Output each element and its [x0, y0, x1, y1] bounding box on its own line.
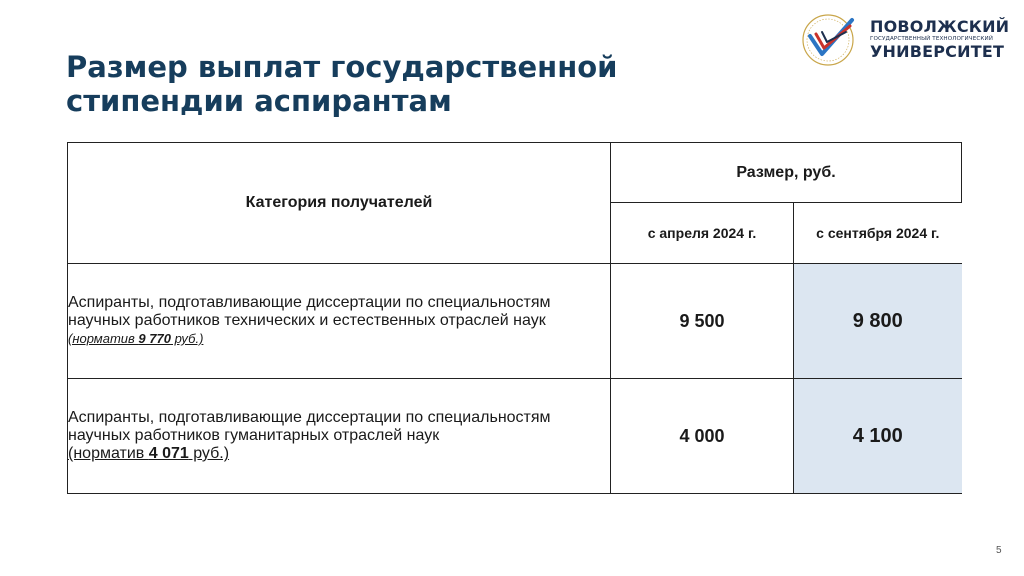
table-row — [68, 379, 962, 494]
norm-suffix: руб.) — [170, 331, 204, 346]
norm-prefix: (норматив — [68, 331, 139, 346]
row-description-text: Аспиранты, подготавливающие диссертации по специальностям научных работников гуманитарных отраслей наук — [68, 409, 551, 444]
stipend-table — [67, 142, 962, 494]
slide-title — [66, 50, 706, 118]
table-header-row — [68, 143, 962, 203]
row-description — [68, 379, 611, 494]
slide-title-line1: Размер выплат государственной — [66, 50, 618, 84]
row-norm — [68, 445, 229, 463]
norm-value: 9 770 — [138, 331, 171, 346]
norm-value: 4 071 — [148, 445, 189, 462]
university-name — [870, 18, 1009, 60]
header-september: с сентября 2024 г. — [794, 203, 962, 264]
value-september: 4 100 — [794, 379, 962, 494]
value-april: 9 500 — [611, 264, 794, 379]
page-number: 5 — [996, 545, 1002, 556]
value-september: 9 800 — [794, 264, 962, 379]
logo-line2: ГОСУДАРСТВЕННЫЙ ТЕХНОЛОГИЧЕСКИЙ — [870, 36, 994, 42]
header-size: Размер, руб. — [611, 143, 962, 203]
row-description-text: Аспиранты, подготавливающие диссертации по специальностям научных работников технических и естественных отраслей наук — [68, 294, 551, 329]
norm-suffix: руб.) — [188, 445, 230, 462]
logo-line1: ПОВОЛЖСКИЙ — [870, 17, 1010, 36]
value-april: 4 000 — [611, 379, 794, 494]
slide-title-line2: стипендии аспирантам — [66, 84, 452, 118]
header-category: Категория получателей — [68, 143, 611, 264]
university-emblem-icon — [800, 12, 862, 68]
table-row — [68, 264, 962, 379]
header-april: с апреля 2024 г. — [611, 203, 794, 264]
row-norm — [68, 330, 203, 348]
row-description — [68, 264, 611, 379]
norm-prefix: (норматив — [68, 445, 149, 462]
logo-line3: УНИВЕРСИТЕТ — [870, 42, 1005, 61]
university-logo — [800, 12, 1016, 68]
